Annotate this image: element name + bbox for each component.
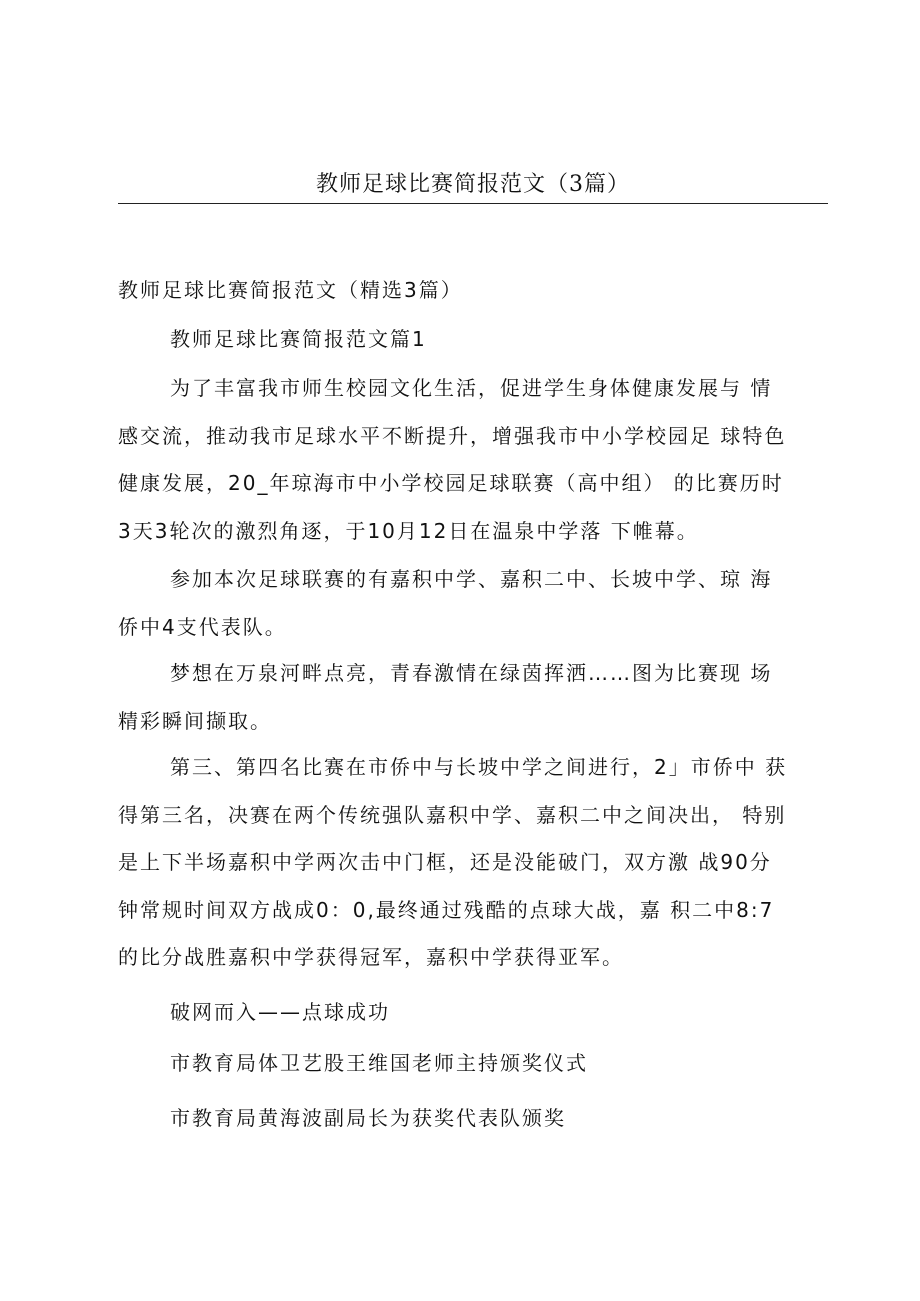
paragraph-line: 侨中4支代表队。 (118, 614, 287, 639)
photo-caption-1: 破网而入——点球成功 (170, 1000, 390, 1024)
paragraph-line: 健康发展，20_年琼海市中小学校园足球联赛（高中组） 的比赛历时 (118, 471, 784, 495)
paragraph-4 (118, 744, 830, 982)
title-underline (118, 203, 828, 204)
document-subtitle: 教师足球比赛简报范文（精选3篇） (118, 278, 463, 302)
paragraph-line: 得第三名，决赛在两个传统强队嘉积中学、嘉积二中之间决出， 特别 (118, 802, 787, 827)
paragraph-line: 的比分战胜嘉积中学获得冠军，嘉积中学获得亚军。 (118, 945, 624, 969)
paragraph-line: 梦想在万泉河畔点亮，青春激情在绿茵挥洒……图为比赛现 场 (170, 661, 773, 685)
photo-caption-2: 市教育局体卫艺股王维国老师主持颁奖仪式 (170, 1051, 588, 1075)
section-heading: 教师足球比赛简报范文篇1 (170, 327, 427, 351)
paragraph-line: 精彩瞬间撷取。 (118, 708, 272, 733)
paragraph-line: 参加本次足球联赛的有嘉积中学、嘉积二中、长坡中学、琼 海 (170, 567, 773, 591)
paragraph-line: 为了丰富我市师生校园文化生活，促进学生身体健康发展与 情 (170, 376, 773, 400)
paragraph-3 (118, 650, 830, 745)
paragraph-1 (118, 365, 830, 555)
paragraph-line: 第三、第四名比赛在市侨中与长坡中学之间进行，2」市侨中 获 (170, 755, 788, 779)
paragraph-line: 钟常规时间双方战成0：0,最终通过残酷的点球大战，嘉 积二中8:7 (118, 897, 775, 922)
paragraph-line: 是上下半场嘉积中学两次击中门框，还是没能破门，双方激 战90分 (118, 850, 772, 874)
paragraph-line: 3天3轮次的激烈角逐，于10月12日在温泉中学落 下帷幕。 (118, 518, 699, 543)
paragraph-2 (118, 556, 830, 651)
paragraph-line: 感交流，推动我市足球水平不断提升，增强我市中小学校园足 球特色 (118, 423, 787, 448)
document-title: 教师足球比赛简报范文（3篇） (316, 172, 630, 197)
photo-caption-3: 市教育局黄海波副局长为获奖代表队颁奖 (170, 1106, 566, 1130)
